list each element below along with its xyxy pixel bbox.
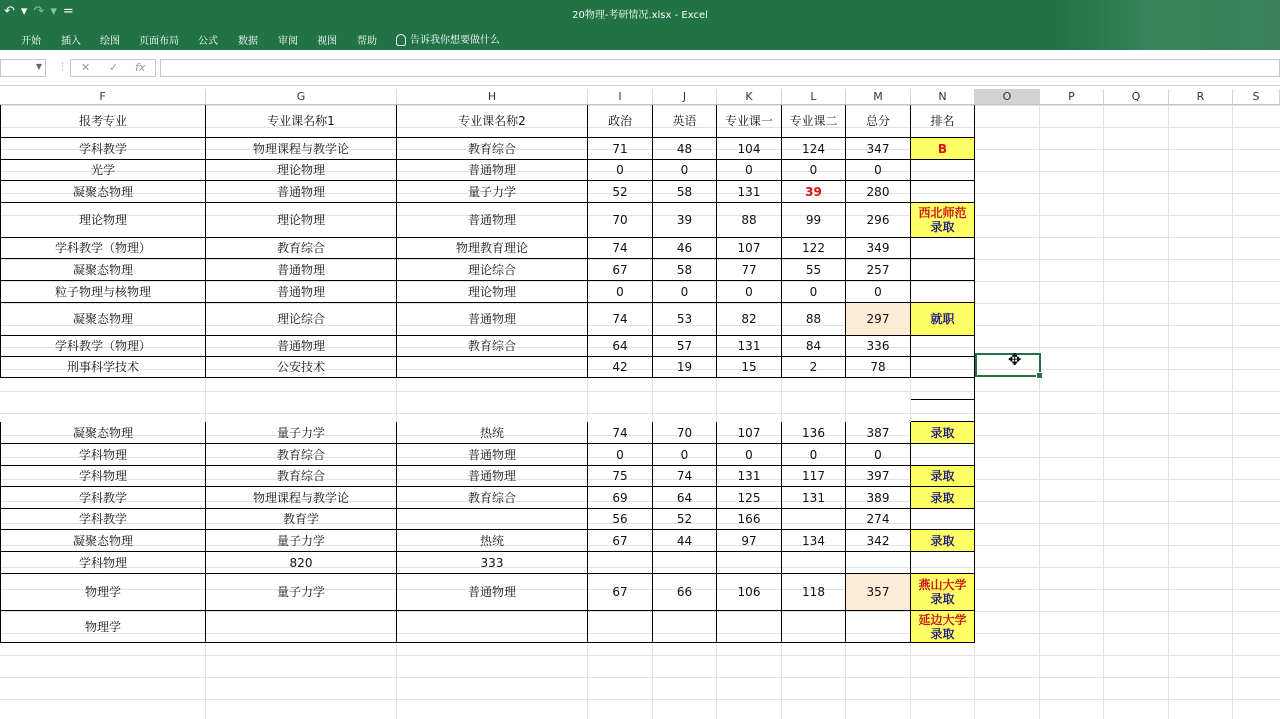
table-cell[interactable]: 0 [653, 444, 717, 466]
rank-cell[interactable] [911, 238, 975, 259]
table-cell[interactable]: 66 [653, 574, 717, 611]
column-header-p[interactable]: P [1040, 89, 1104, 104]
header-cell[interactable]: 排名 [911, 105, 975, 138]
table-cell[interactable]: 0 [846, 444, 911, 466]
table-cell[interactable]: 学科物理 [0, 552, 206, 574]
table-cell[interactable]: 粒子物理与核物理 [0, 281, 206, 303]
column-header-g[interactable]: G [206, 89, 397, 104]
cell-text: 录取 [930, 626, 955, 641]
tab-formulas[interactable]: 公式 [198, 36, 218, 47]
table-cell[interactable]: 75 [588, 466, 653, 487]
table-cell[interactable]: 量子力学 [206, 530, 397, 552]
tell-me-label: 告诉我你想要做什么 [410, 35, 500, 46]
table-cell[interactable]: 131 [717, 181, 782, 203]
table-cell[interactable]: 理论物理 [206, 203, 397, 238]
table-cell[interactable]: 134 [782, 530, 846, 552]
table-cell[interactable]: 学科教学 [0, 487, 206, 509]
table-cell[interactable]: 理论综合 [397, 259, 588, 281]
header-cell[interactable]: 英语 [653, 105, 717, 138]
table-cell[interactable]: 普通物理 [397, 466, 588, 487]
table-cell[interactable]: 131 [717, 336, 782, 357]
column-header-q[interactable]: Q [1104, 89, 1169, 104]
table-cell[interactable]: 普通物理 [206, 259, 397, 281]
rank-cell[interactable] [911, 444, 975, 466]
table-cell[interactable]: 学科物理 [0, 466, 206, 487]
rank-cell[interactable]: 就职 [911, 303, 975, 336]
table-cell[interactable]: 物理课程与教学论 [206, 138, 397, 160]
table-cell[interactable]: 99 [782, 203, 846, 238]
table-cell[interactable]: 44 [653, 530, 717, 552]
rank-cell[interactable]: 录取 [911, 466, 975, 487]
formula-input[interactable] [160, 59, 1280, 77]
rank-cell[interactable] [911, 378, 975, 400]
table-cell[interactable]: 0 [588, 444, 653, 466]
rank-cell[interactable] [911, 160, 975, 181]
table-cell[interactable]: 理论综合 [206, 303, 397, 336]
tab-draw[interactable]: 绘图 [100, 36, 120, 47]
table-cell[interactable] [206, 611, 397, 643]
table-cell[interactable]: 公安技术 [206, 357, 397, 378]
table-cell[interactable]: 52 [653, 509, 717, 530]
table-cell[interactable]: 39 [782, 181, 846, 203]
table-cell[interactable]: 349 [846, 238, 911, 259]
fill-handle[interactable] [1036, 372, 1043, 379]
table-cell[interactable]: 0 [653, 281, 717, 303]
gridline-horizontal [0, 699, 1280, 700]
table-cell[interactable]: 74 [588, 422, 653, 444]
table-cell[interactable] [782, 552, 846, 574]
table-cell[interactable]: 397 [846, 466, 911, 487]
table-cell[interactable]: 52 [588, 181, 653, 203]
gridline-vertical [1103, 105, 1104, 719]
gridline-vertical [1039, 105, 1040, 719]
blurred-region [1060, 0, 1280, 50]
table-cell[interactable]: 342 [846, 530, 911, 552]
table-cell[interactable] [717, 552, 782, 574]
table-cell[interactable]: 117 [782, 466, 846, 487]
table-cell[interactable]: 39 [653, 203, 717, 238]
table-cell[interactable]: 70 [588, 203, 653, 238]
table-cell[interactable]: 理论物理 [0, 203, 206, 238]
header-cell[interactable]: 政治 [588, 105, 653, 138]
table-cell[interactable]: 336 [846, 336, 911, 357]
rank-cell[interactable]: 录取 [911, 487, 975, 509]
table-cell[interactable]: 学科教学（物理） [0, 238, 206, 259]
table-cell[interactable]: 57 [653, 336, 717, 357]
table-cell[interactable]: 257 [846, 259, 911, 281]
header-cell[interactable]: 专业课一 [717, 105, 782, 138]
table-cell[interactable]: 0 [782, 160, 846, 181]
header-cell[interactable]: 总分 [846, 105, 911, 138]
table-cell[interactable]: 刑事科学技术 [0, 357, 206, 378]
table-cell[interactable]: 64 [588, 336, 653, 357]
mouse-cursor-icon: ✥ [1008, 350, 1022, 369]
table-cell[interactable]: 82 [717, 303, 782, 336]
table-cell[interactable]: 67 [588, 574, 653, 611]
tab-view[interactable]: 视图 [317, 36, 337, 47]
table-cell[interactable]: 274 [846, 509, 911, 530]
gridline-horizontal [0, 391, 1280, 392]
cell-text: 录取 [930, 592, 955, 606]
header-cell[interactable]: 专业课名称1 [206, 105, 397, 138]
tab-help[interactable]: 帮助 [357, 36, 377, 47]
enter-icon[interactable]: ✓ [109, 61, 119, 74]
table-cell[interactable]: 71 [588, 138, 653, 160]
gridline-horizontal [0, 677, 1280, 678]
table-cell[interactable]: 122 [782, 238, 846, 259]
tell-me-search[interactable] [396, 31, 500, 46]
customize-qat-icon[interactable]: = [62, 4, 76, 19]
table-cell[interactable]: 357 [846, 574, 911, 611]
cancel-icon[interactable]: ✕ [81, 61, 91, 74]
window-title: 20物理-考研情况.xlsx - Excel [572, 10, 708, 21]
table-cell[interactable] [782, 509, 846, 530]
table-cell[interactable]: 15 [717, 357, 782, 378]
table-cell[interactable]: 19 [653, 357, 717, 378]
column-header-n[interactable]: N [911, 89, 975, 104]
table-cell[interactable]: 107 [717, 238, 782, 259]
table-cell[interactable] [397, 357, 588, 378]
table-cell[interactable] [782, 611, 846, 643]
table-cell[interactable]: 普通物理 [397, 160, 588, 181]
rank-cell[interactable] [911, 281, 975, 303]
table-cell[interactable]: 凝聚态物理 [0, 530, 206, 552]
table-cell[interactable]: 0 [588, 160, 653, 181]
undo-dropdown-icon[interactable]: ▾ [20, 4, 30, 19]
table-cell[interactable]: 118 [782, 574, 846, 611]
column-header-l[interactable]: L [782, 89, 846, 104]
header-cell[interactable]: 报考专业 [0, 105, 206, 138]
table-cell[interactable]: 量子力学 [397, 181, 588, 203]
table-cell[interactable]: 教育综合 [206, 466, 397, 487]
gridline-horizontal [0, 413, 1280, 414]
table-cell[interactable]: 58 [653, 259, 717, 281]
table-cell[interactable]: 物理教育理论 [397, 238, 588, 259]
header-cell[interactable]: 专业课名称2 [397, 105, 588, 138]
table-cell[interactable]: 普通物理 [206, 281, 397, 303]
table-cell[interactable]: 64 [653, 487, 717, 509]
table-cell[interactable]: 0 [782, 444, 846, 466]
column-header-f[interactable]: F [0, 89, 206, 104]
column-header-o[interactable]: O [975, 89, 1040, 104]
lightbulb-icon [396, 34, 406, 46]
column-header-k[interactable]: K [717, 89, 782, 104]
table-cell[interactable]: 70 [653, 422, 717, 444]
tab-insert[interactable]: 插入 [61, 36, 81, 47]
tab-review[interactable]: 审阅 [278, 36, 298, 47]
insert-function-icon[interactable]: fx [135, 61, 146, 74]
table-cell[interactable]: 凝聚态物理 [0, 303, 206, 336]
table-cell[interactable] [653, 552, 717, 574]
formula-bar-grip-icon[interactable]: ⋮ [58, 62, 67, 72]
column-header-m[interactable]: M [846, 89, 911, 104]
table-cell[interactable]: 学科教学 [0, 138, 206, 160]
table-cell[interactable]: 普通物理 [397, 203, 588, 238]
table-cell[interactable]: 389 [846, 487, 911, 509]
table-cell[interactable]: 820 [206, 552, 397, 574]
formula-buttons [70, 59, 156, 77]
table-cell[interactable]: 凝聚态物理 [0, 181, 206, 203]
gridline-horizontal [0, 655, 1280, 656]
table-cell[interactable]: 学科教学（物理） [0, 336, 206, 357]
header-cell[interactable]: 专业课二 [782, 105, 846, 138]
cell-text: 录取 [930, 220, 955, 234]
table-cell[interactable]: 69 [588, 487, 653, 509]
table-cell[interactable]: 136 [782, 422, 846, 444]
table-cell[interactable]: 普通物理 [397, 444, 588, 466]
table-cell[interactable]: 106 [717, 574, 782, 611]
rank-cell[interactable] [911, 574, 975, 611]
table-cell[interactable]: 0 [846, 281, 911, 303]
table-cell[interactable]: 46 [653, 238, 717, 259]
rank-cell[interactable]: 录取 [911, 422, 975, 444]
table-cell[interactable]: 333 [397, 552, 588, 574]
table-cell[interactable]: 84 [782, 336, 846, 357]
table-cell[interactable] [653, 611, 717, 643]
table-cell[interactable]: 107 [717, 422, 782, 444]
tab-page-layout[interactable]: 页面布局 [139, 36, 179, 47]
rank-cell[interactable] [911, 552, 975, 574]
table-cell[interactable]: 凝聚态物理 [0, 259, 206, 281]
rank-cell[interactable] [911, 400, 975, 422]
table-cell[interactable]: 131 [717, 466, 782, 487]
rank-cell[interactable]: 录取 [911, 530, 975, 552]
table-cell[interactable]: 0 [846, 160, 911, 181]
worksheet-grid[interactable] [0, 105, 1280, 719]
table-cell[interactable]: 量子力学 [206, 574, 397, 611]
column-header-s[interactable]: S [1233, 89, 1280, 104]
table-cell[interactable]: 理论物理 [206, 160, 397, 181]
cell-text: 燕山大学 [918, 578, 967, 592]
rank-cell[interactable] [911, 611, 975, 643]
table-cell[interactable] [846, 611, 911, 643]
table-cell[interactable]: 教育综合 [397, 138, 588, 160]
table-cell[interactable]: 56 [588, 509, 653, 530]
table-cell[interactable]: 78 [846, 357, 911, 378]
table-cell[interactable] [717, 611, 782, 643]
undo-icon[interactable]: ↶ [4, 4, 17, 19]
table-cell[interactable] [397, 509, 588, 530]
chevron-down-icon[interactable]: ▼ [35, 62, 42, 71]
table-cell[interactable]: 55 [782, 259, 846, 281]
tab-home[interactable]: 开始 [21, 36, 41, 47]
table-cell[interactable]: 131 [782, 487, 846, 509]
table-cell[interactable]: 74 [653, 466, 717, 487]
table-cell[interactable]: 学科物理 [0, 444, 206, 466]
table-cell[interactable]: 普通物理 [397, 574, 588, 611]
table-cell[interactable]: 教育综合 [206, 238, 397, 259]
table-cell[interactable]: 88 [717, 203, 782, 238]
table-cell[interactable]: 104 [717, 138, 782, 160]
table-cell[interactable]: 光学 [0, 160, 206, 181]
table-cell[interactable]: 387 [846, 422, 911, 444]
table-cell[interactable]: 48 [653, 138, 717, 160]
cell-text: 西北师范 [918, 206, 967, 220]
column-header-h[interactable]: H [397, 89, 588, 104]
table-cell[interactable]: 教育综合 [397, 336, 588, 357]
table-cell[interactable]: 74 [588, 238, 653, 259]
table-cell[interactable]: 教育综合 [206, 444, 397, 466]
redo-dropdown-icon[interactable]: ▾ [50, 4, 59, 19]
table-cell[interactable]: 学科教学 [0, 509, 206, 530]
table-cell[interactable]: 0 [717, 444, 782, 466]
rank-cell[interactable] [911, 203, 975, 238]
rank-cell[interactable] [911, 357, 975, 378]
table-cell[interactable]: 热统 [397, 422, 588, 444]
table-cell[interactable]: 0 [588, 281, 653, 303]
table-cell[interactable]: 124 [782, 138, 846, 160]
rank-cell[interactable] [911, 336, 975, 357]
table-cell[interactable]: 296 [846, 203, 911, 238]
table-cell[interactable]: 凝聚态物理 [0, 422, 206, 444]
table-cell[interactable]: 0 [653, 160, 717, 181]
table-cell[interactable]: 125 [717, 487, 782, 509]
table-cell[interactable]: 教育学 [206, 509, 397, 530]
table-cell[interactable]: 0 [717, 281, 782, 303]
table-cell[interactable]: 物理学 [0, 611, 206, 643]
table-cell[interactable]: 理论物理 [397, 281, 588, 303]
table-cell[interactable]: 97 [717, 530, 782, 552]
rank-cell[interactable]: B [911, 138, 975, 160]
table-cell[interactable]: 74 [588, 303, 653, 336]
table-cell[interactable]: 热统 [397, 530, 588, 552]
cell-text: 延边大学 [918, 612, 967, 627]
table-cell[interactable]: 普通物理 [397, 303, 588, 336]
table-cell[interactable]: 0 [782, 281, 846, 303]
table-cell[interactable]: 297 [846, 303, 911, 336]
rank-cell[interactable] [911, 259, 975, 281]
table-cell[interactable]: 物理学 [0, 574, 206, 611]
table-cell[interactable]: 普通物理 [206, 181, 397, 203]
table-cell[interactable]: 2 [782, 357, 846, 378]
table-cell[interactable]: 0 [717, 160, 782, 181]
column-header-j[interactable]: J [653, 89, 717, 104]
gridline-vertical [1168, 105, 1169, 719]
table-cell[interactable]: 166 [717, 509, 782, 530]
table-cell[interactable]: 347 [846, 138, 911, 160]
table-cell[interactable]: 教育综合 [397, 487, 588, 509]
table-cell[interactable]: 物理课程与教学论 [206, 487, 397, 509]
table-cell[interactable]: 67 [588, 530, 653, 552]
tab-data[interactable]: 数据 [238, 36, 258, 47]
table-cell[interactable]: 42 [588, 357, 653, 378]
table-cell[interactable] [397, 611, 588, 643]
table-cell[interactable]: 58 [653, 181, 717, 203]
redo-icon[interactable]: ↷ [33, 4, 47, 19]
table-cell[interactable]: 普通物理 [206, 336, 397, 357]
table-cell[interactable]: 53 [653, 303, 717, 336]
table-cell[interactable]: 67 [588, 259, 653, 281]
table-cell[interactable] [846, 552, 911, 574]
column-header-i[interactable]: I [588, 89, 653, 104]
column-header-r[interactable]: R [1169, 89, 1233, 104]
table-cell[interactable]: 88 [782, 303, 846, 336]
rank-cell[interactable] [911, 181, 975, 203]
formula-bar [0, 50, 1280, 86]
table-cell[interactable] [588, 552, 653, 574]
rank-cell[interactable] [911, 509, 975, 530]
column-headers [0, 89, 1280, 105]
name-box[interactable] [0, 59, 46, 77]
table-cell[interactable]: 量子力学 [206, 422, 397, 444]
table-cell[interactable]: 77 [717, 259, 782, 281]
gridline-vertical [1232, 105, 1233, 719]
table-cell[interactable]: 280 [846, 181, 911, 203]
table-cell[interactable] [588, 611, 653, 643]
